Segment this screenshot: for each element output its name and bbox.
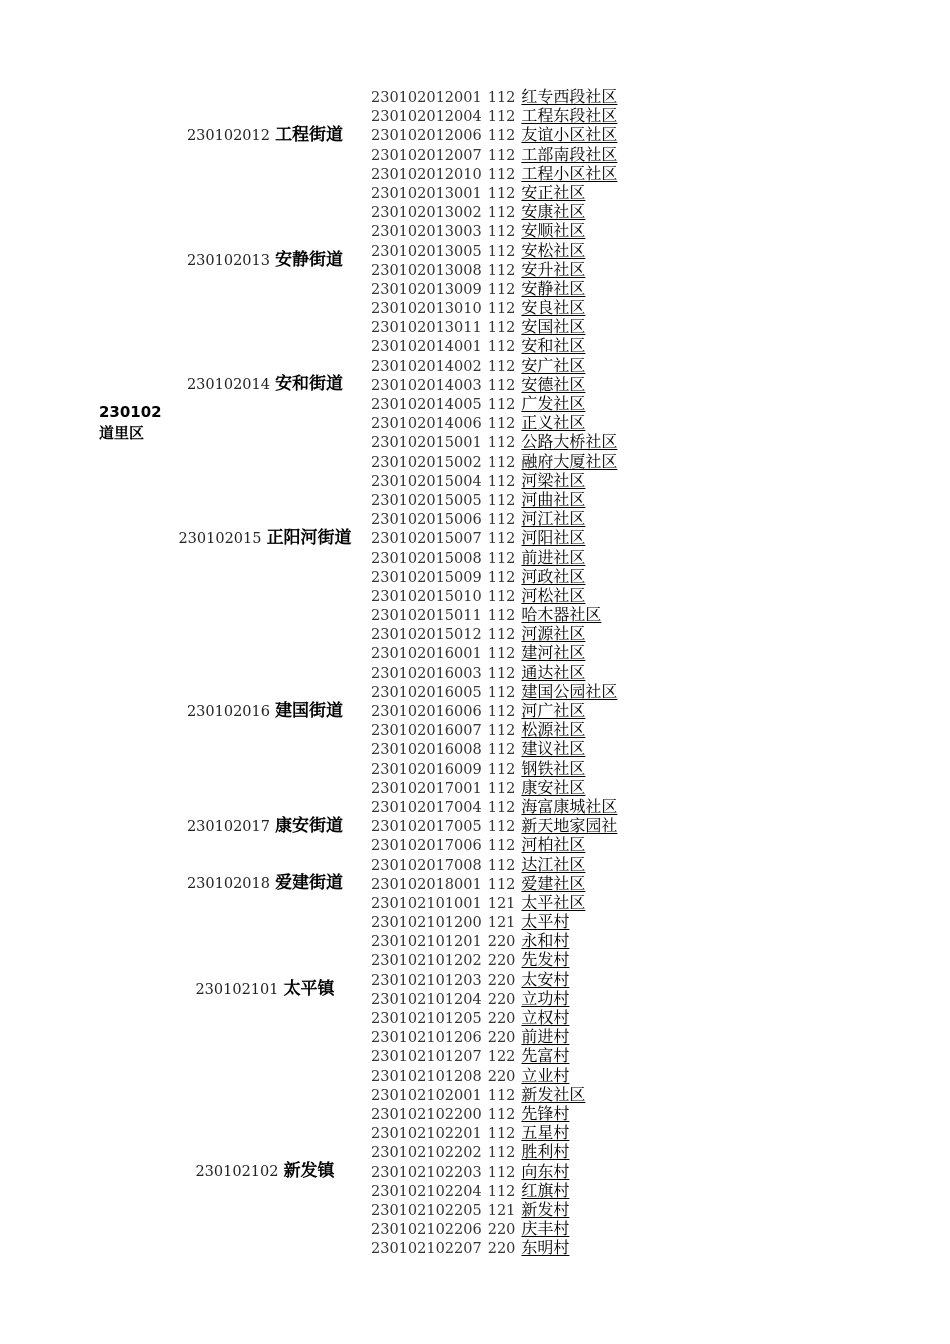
row-code: 230102016005 [371,684,482,701]
list-item [371,1238,617,1257]
list-item [371,1219,617,1238]
list-item [371,739,617,758]
list-item [371,1066,617,1085]
urban-rural-type: 220 [487,1030,516,1047]
town-code: 230102012 [186,127,270,144]
community-name: 安广社区 [521,355,586,375]
list-item [371,816,617,835]
urban-rural-type: 112 [487,435,516,452]
community-name: 河政社区 [521,566,586,586]
list-item [371,1181,617,1200]
row-code: 230102102203 [371,1164,482,1181]
urban-rural-type: 220 [487,934,516,951]
urban-rural-type: 112 [487,397,516,413]
urban-rural-type: 220 [487,1011,516,1027]
urban-rural-type: 112 [487,473,516,490]
row-code: 230102102200 [371,1106,482,1123]
row-code: 230102015007 [371,531,482,548]
town-code: 230102013 [186,252,270,269]
town-label [170,125,360,145]
community-name: 前进社区 [521,547,586,567]
town-name: 康安街道 [275,815,344,836]
list-item [371,336,617,355]
list-item [371,241,617,260]
community-name: 先发村 [521,950,570,970]
town-name: 太平镇 [283,978,335,999]
urban-rural-type: 112 [487,723,516,740]
list-item [371,509,617,528]
community-name: 胜利村 [521,1142,570,1162]
district-code: 230102 [99,403,162,421]
community-name: 太平村 [521,912,570,932]
urban-rural-type: 112 [487,243,516,260]
urban-rural-type: 112 [487,90,516,106]
row-code: 230102101200 [371,915,482,932]
town-code: 230102101 [195,981,279,998]
community-name: 河广社区 [521,701,586,720]
list-item [371,298,617,317]
community-name: 建国公园社区 [521,681,618,701]
community-name: 达江社区 [521,854,586,874]
urban-rural-type: 112 [487,704,516,720]
list-item [371,183,617,202]
urban-rural-type: 112 [487,1106,516,1123]
community-name: 融府大厦社区 [521,451,618,471]
community-name: 建议社区 [521,739,586,759]
urban-rural-type: 121 [487,895,516,912]
urban-rural-type: 112 [487,1164,516,1181]
list-item [371,279,617,298]
row-code: 230102015002 [371,454,482,471]
community-name: 新发社区 [521,1084,586,1104]
community-name: 安德社区 [521,374,586,394]
row-code: 230102015001 [371,435,482,452]
row-code: 230102013008 [371,262,482,279]
town-code: 230102018 [186,876,270,893]
row-code: 230102102206 [371,1222,482,1239]
row-code: 230102014001 [371,339,482,356]
community-name: 庆丰村 [521,1219,570,1239]
urban-rural-type: 112 [487,780,516,797]
urban-rural-type: 112 [487,588,516,605]
community-name: 先富村 [521,1046,570,1066]
urban-rural-type: 112 [487,339,516,356]
row-code: 230102018001 [371,876,482,893]
urban-rural-type: 220 [487,953,516,970]
urban-rural-type: 112 [487,454,516,471]
community-name: 钢铁社区 [521,758,586,778]
urban-rural-type: 112 [487,512,516,529]
list-item [371,452,617,471]
row-code: 230102016006 [371,704,482,720]
community-name: 工部南段社区 [521,144,618,164]
list-item [371,989,617,1008]
row-code: 230102017004 [371,799,482,816]
community-name: 安松社区 [521,240,586,260]
row-code: 230102017001 [371,780,482,797]
list-item [371,1142,617,1161]
urban-rural-type: 112 [487,665,516,682]
row-code: 230102012004 [371,109,482,126]
urban-rural-type: 112 [487,166,516,183]
town-code: 230102102 [195,1164,279,1181]
district-label [99,402,162,444]
list-item [371,317,617,336]
community-name: 红专西段社区 [521,87,618,106]
urban-rural-type: 220 [487,1241,516,1258]
list-item [371,663,617,682]
row-code: 230102101203 [371,972,482,989]
row-code: 230102016001 [371,646,482,663]
urban-rural-type: 112 [487,531,516,548]
town-label [170,528,360,548]
urban-rural-type: 112 [487,1126,516,1143]
row-code: 230102017008 [371,857,482,874]
list-item [371,221,617,240]
community-name: 哈木器社区 [521,605,602,625]
row-code: 230102015004 [371,473,482,490]
list-item [371,778,617,797]
row-code: 230102012010 [371,166,482,183]
urban-rural-type: 112 [487,608,516,625]
row-code: 230102016007 [371,723,482,740]
list-item [371,931,617,950]
urban-rural-type: 220 [487,972,516,989]
list-item [371,413,617,432]
town-code: 230102015 [178,530,262,547]
community-name: 公路大桥社区 [521,432,618,452]
list-item [371,720,617,739]
community-name: 安康社区 [521,202,586,222]
urban-rural-type: 112 [487,358,516,375]
row-code: 230102013001 [371,185,482,202]
urban-rural-type: 220 [487,1222,516,1239]
urban-rural-type: 112 [487,492,516,509]
urban-rural-type: 112 [487,109,516,126]
urban-rural-type: 112 [487,857,516,874]
urban-rural-type: 112 [487,761,516,778]
list-item [371,490,617,509]
town-label [170,374,360,394]
row-code: 230102016009 [371,761,482,778]
community-name: 河阳社区 [521,528,586,548]
row-code: 230102012006 [371,128,482,145]
row-code: 230102015009 [371,569,482,586]
row-code: 230102014003 [371,377,482,394]
row-code: 230102101201 [371,934,482,951]
list-item [371,1027,617,1046]
urban-rural-type: 112 [487,1145,516,1162]
row-code: 230102017005 [371,819,482,836]
town-name: 安静街道 [275,249,344,270]
urban-rural-type: 112 [487,799,516,816]
row-code: 230102017006 [371,838,482,855]
row-code: 230102102202 [371,1145,482,1162]
community-name: 立业村 [521,1065,570,1085]
town-name: 正阳河街道 [266,527,352,548]
community-name: 安升社区 [521,259,586,279]
list-item [371,375,617,394]
community-name: 工程东段社区 [521,106,618,126]
community-name: 河曲社区 [521,489,586,509]
row-code: 230102015012 [371,627,482,644]
row-code: 230102013005 [371,243,482,260]
urban-rural-type: 112 [487,819,516,836]
urban-rural-type: 122 [487,1049,516,1066]
urban-rural-type: 112 [487,646,516,663]
row-code: 230102014006 [371,416,482,433]
urban-rural-type: 112 [487,876,516,893]
list-item [371,797,617,816]
urban-rural-type: 220 [487,1068,516,1085]
row-code: 230102101001 [371,895,482,912]
community-name: 红旗村 [521,1180,570,1200]
list-item [371,701,617,720]
row-code: 230102016003 [371,665,482,682]
list-item [371,106,617,125]
urban-rural-type: 112 [487,147,516,164]
community-name: 河梁社区 [521,470,586,490]
urban-rural-type: 112 [487,838,516,855]
town-name: 安和街道 [275,374,344,395]
row-code: 230102102207 [371,1241,482,1258]
community-name: 永和村 [521,931,570,951]
community-name: 立功村 [521,988,570,1008]
row-code: 230102014005 [371,397,482,413]
town-label [170,1161,360,1181]
community-name: 康安社区 [521,777,586,797]
list-item [371,1008,617,1027]
community-name: 广发社区 [521,394,586,413]
list-item [371,759,617,778]
list-item [371,202,617,221]
list-item [371,893,617,912]
urban-rural-type: 112 [487,224,516,241]
row-code: 230102012007 [371,147,482,164]
community-list [371,87,617,1257]
row-code: 230102015006 [371,512,482,529]
community-name: 工程小区社区 [521,163,618,183]
community-name: 安国社区 [521,317,586,337]
list-item [371,145,617,164]
list-item [371,1162,617,1181]
list-item [371,682,617,701]
list-item [371,624,617,643]
list-item [371,471,617,490]
row-code: 230102012001 [371,90,482,106]
community-name: 新天地家园社 [521,816,618,836]
list-item [371,1085,617,1104]
town-code: 230102016 [186,703,270,720]
list-item [371,855,617,874]
row-code: 230102015005 [371,492,482,509]
community-name: 太安村 [521,969,570,989]
urban-rural-type: 112 [487,262,516,279]
urban-rural-type: 112 [487,301,516,318]
list-item [371,605,617,624]
list-item [371,394,617,413]
community-name: 前进村 [521,1027,570,1047]
list-item [371,1104,617,1123]
community-name: 友谊小区社区 [521,125,618,145]
urban-rural-type: 112 [487,320,516,337]
row-code: 230102013002 [371,205,482,222]
urban-rural-type: 112 [487,550,516,567]
urban-rural-type: 112 [487,377,516,394]
community-name: 正义社区 [521,413,586,433]
town-label [170,701,360,721]
district-name: 道里区 [99,424,145,442]
row-code: 230102101208 [371,1068,482,1085]
community-name: 安静社区 [521,278,586,298]
town-name: 建国街道 [275,700,344,721]
row-code: 230102101202 [371,953,482,970]
list-item [371,164,617,183]
community-name: 河松社区 [521,585,586,605]
town-code: 230102017 [186,818,270,835]
list-item [371,970,617,989]
row-code: 230102101205 [371,1011,482,1027]
list-item [371,835,617,854]
town-name: 工程街道 [275,124,344,145]
community-name: 通达社区 [521,662,586,682]
row-code: 230102015008 [371,550,482,567]
urban-rural-type: 220 [487,991,516,1008]
list-item [371,1200,617,1219]
community-name: 安良社区 [521,298,586,318]
community-name: 立权村 [521,1008,570,1027]
community-name: 东明村 [521,1238,570,1258]
list-item [371,125,617,144]
row-code: 230102102001 [371,1087,482,1104]
list-item [371,643,617,662]
list-item [371,432,617,451]
list-item [371,87,617,106]
urban-rural-type: 112 [487,281,516,298]
community-name: 新发村 [521,1199,570,1219]
community-name: 安正社区 [521,182,586,202]
urban-rural-type: 112 [487,416,516,433]
community-name: 松源社区 [521,720,586,740]
town-label [170,873,360,893]
community-name: 太平社区 [521,892,586,912]
urban-rural-type: 112 [487,128,516,145]
community-name: 安和社区 [521,336,586,356]
list-item [371,528,617,547]
row-code: 230102102204 [371,1183,482,1200]
town-code: 230102014 [186,377,270,394]
row-code: 230102015010 [371,588,482,605]
urban-rural-type: 112 [487,185,516,202]
row-code: 230102101206 [371,1030,482,1047]
town-name: 爱建街道 [275,873,344,894]
list-item [371,1046,617,1065]
community-name: 海富康城社区 [521,796,618,816]
row-code: 230102016008 [371,742,482,759]
community-name: 河柏社区 [521,835,586,855]
row-code: 230102102205 [371,1202,482,1219]
urban-rural-type: 121 [487,915,516,932]
row-code: 230102013009 [371,281,482,298]
town-label [170,250,360,270]
row-code: 230102015011 [371,608,482,625]
urban-rural-type: 112 [487,627,516,644]
town-label [170,979,360,999]
list-item [371,567,617,586]
community-name: 向东村 [521,1161,570,1181]
urban-rural-type: 112 [487,1183,516,1200]
row-code: 230102101207 [371,1049,482,1066]
community-name: 建河社区 [521,643,586,663]
list-item [371,356,617,375]
community-name: 河江社区 [521,509,586,529]
list-item [371,260,617,279]
row-code: 230102014002 [371,358,482,375]
community-name: 安顺社区 [521,221,586,241]
urban-rural-type: 112 [487,205,516,222]
urban-rural-type: 112 [487,569,516,586]
list-item [371,912,617,931]
list-item [371,548,617,567]
list-item [371,950,617,969]
urban-rural-type: 112 [487,742,516,759]
urban-rural-type: 112 [487,1087,516,1104]
row-code: 230102102201 [371,1126,482,1143]
town-label [170,816,360,836]
list-item [371,1123,617,1142]
urban-rural-type: 121 [487,1202,516,1219]
community-name: 先锋村 [521,1103,570,1123]
list-item [371,586,617,605]
urban-rural-type: 112 [487,684,516,701]
row-code: 230102101204 [371,991,482,1008]
community-name: 河源社区 [521,624,586,644]
community-name: 爱建社区 [521,873,586,893]
community-name: 五星村 [521,1123,570,1143]
row-code: 230102013011 [371,320,482,337]
list-item [371,874,617,893]
town-name: 新发镇 [283,1161,335,1182]
row-code: 230102013010 [371,301,482,318]
row-code: 230102013003 [371,224,482,241]
